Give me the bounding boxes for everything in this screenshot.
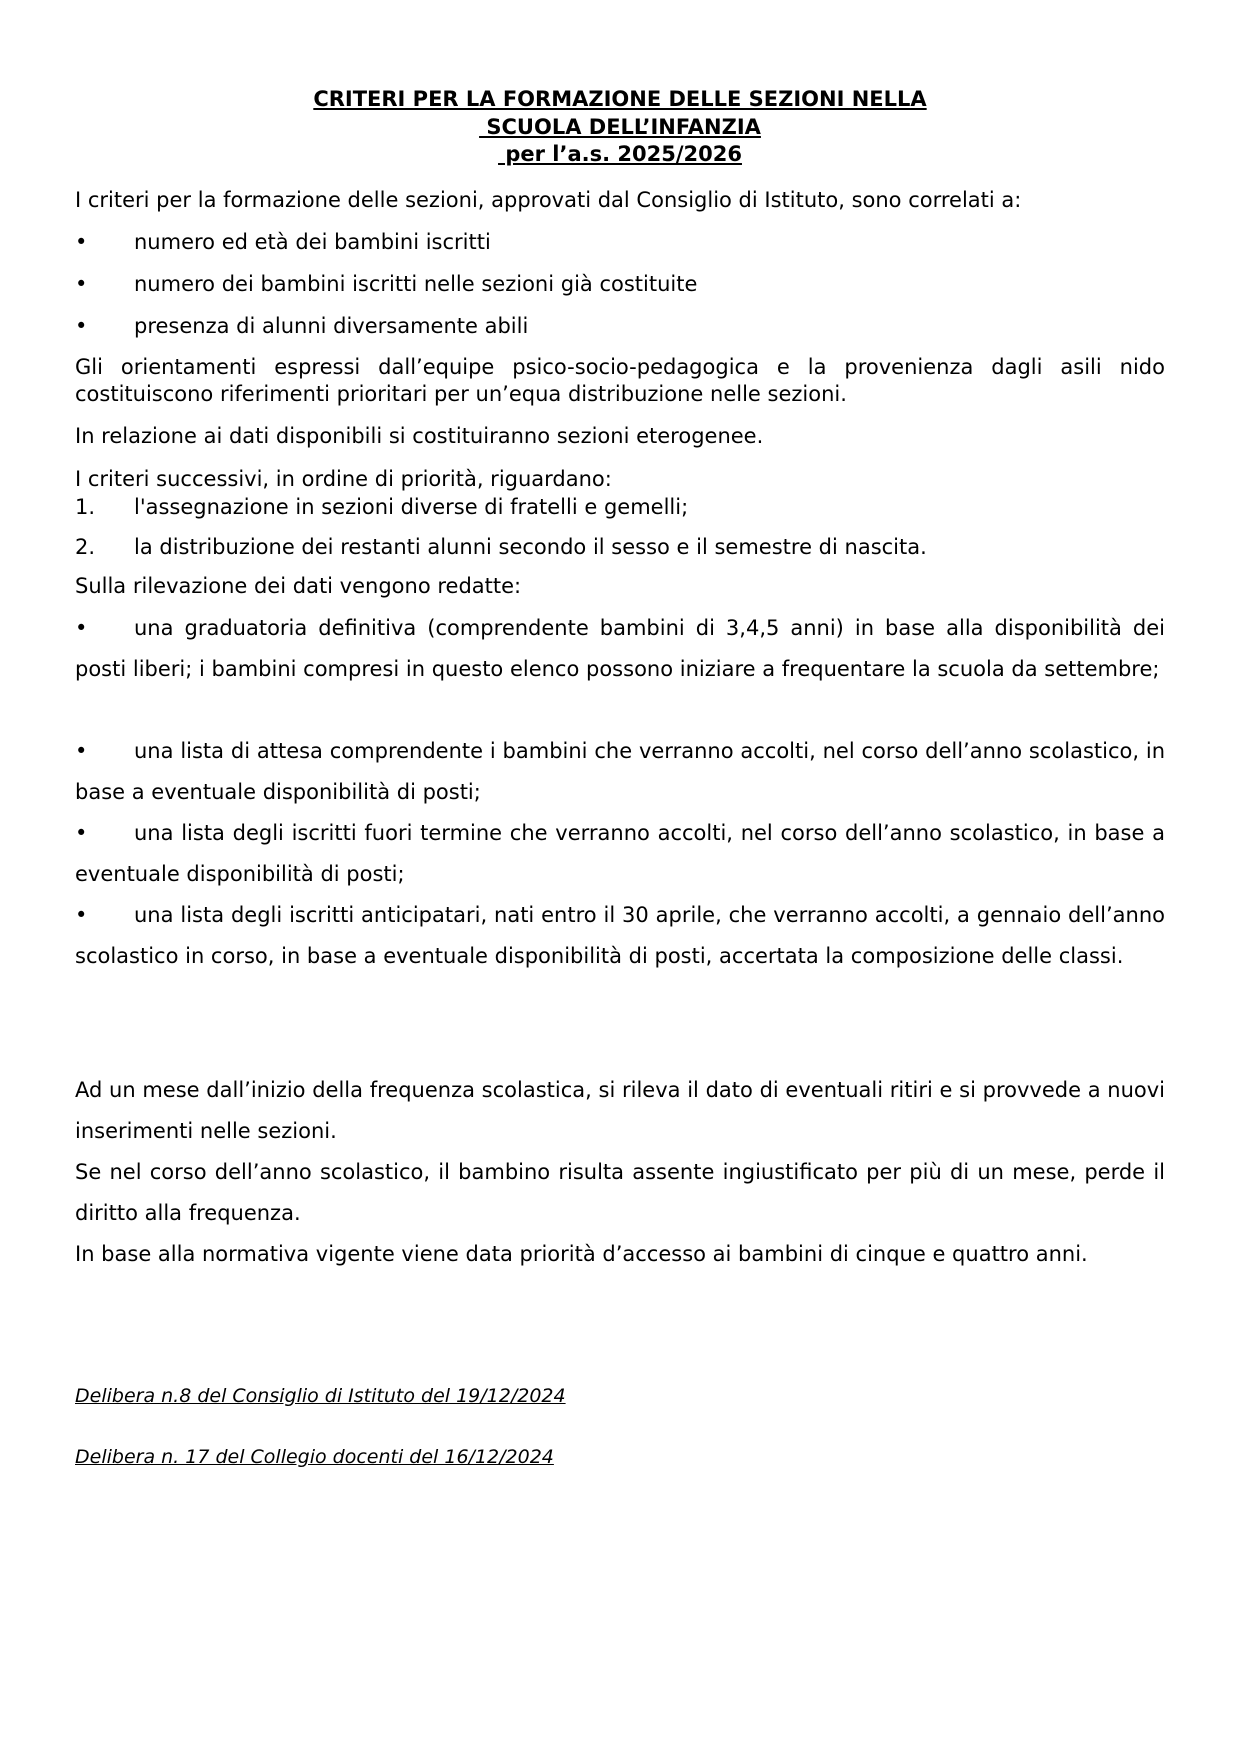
paragraph-orientamenti: Gli orientamenti espressi dall’equipe psico-socio-pedagogica e la provenienza dagli asili nido costituiscono riferimenti prioritari per un’equa distribuzione nelle sezioni. (75, 355, 1165, 406)
bullet-text: numero ed età dei bambini iscritti (134, 230, 491, 254)
bullet-symbol: • (75, 821, 88, 845)
bullet-symbol: • (75, 314, 88, 338)
paragraph-closing: Ad un mese dall’inizio della frequenza scolastica, si rileva il dato di eventuali ritiri e si provvede a nuovi inserimenti nelle sezioni. (75, 1078, 1165, 1143)
bullet-symbol: • (75, 616, 88, 640)
bullet-text: numero dei bambini iscritti nelle sezioni già costituite (134, 272, 698, 296)
bullet-symbol: • (75, 230, 88, 254)
item-number: 1. (75, 495, 96, 519)
list-item (75, 895, 1165, 977)
delibera-collegio: Delibera n. 17 del Collegio docenti del 16/12/2024 (75, 1446, 554, 1468)
bullet-symbol: • (75, 739, 88, 763)
list-item-text: una lista di attesa comprendente i bambini che verranno accolti, nel corso dell’anno scolastico, in base a eventuale disponibilità di posti; (75, 739, 1165, 804)
document-title (75, 86, 1165, 169)
bullet-symbol: • (75, 903, 88, 927)
item-text: l'assegnazione in sezioni diverse di fratelli e gemelli; (134, 495, 689, 519)
list-item-text: una lista degli iscritti anticipatari, nati entro il 30 aprile, che verranno accolti, a gennaio dell’anno scolastico in corso, in base a eventuale disponibilità di posti, accertata la composizione delle classi. (75, 903, 1165, 968)
intro-paragraph: I criteri per la formazione delle sezioni, approvati dal Consiglio di Istituto, sono correlati a: (75, 188, 1022, 212)
list-item-text: una lista degli iscritti fuori termine che verranno accolti, nel corso dell’anno scolastico, in base a eventuale disponibilità di posti; (75, 821, 1165, 886)
item-text: la distribuzione dei restanti alunni secondo il sesso e il semestre di nascita. (134, 535, 927, 559)
paragraph-criteri: I criteri successivi, in ordine di priorità, riguardano: (75, 467, 612, 491)
list-item (75, 731, 1165, 813)
paragraph-closing: In base alla normativa vigente viene data priorità d’accesso ai bambini di cinque e quattro anni. (75, 1242, 1088, 1266)
paragraph-relazione: In relazione ai dati disponibili si costituiranno sezioni eterogenee. (75, 424, 764, 448)
bullet-text: presenza di alunni diversamente abili (134, 314, 529, 338)
list-item-text: una graduatoria definitiva (comprendente bambini di 3,4,5 anni) in base alla disponibilità dei posti liberi; i bambini compresi in questo elenco possono iniziare a frequentare la scuola da settembre; (75, 616, 1165, 681)
title-line-2: SCUOLA DELL’INFANZIA (479, 114, 761, 139)
title-line-3: per l’a.s. 2025/2026 (498, 142, 742, 166)
item-number: 2. (75, 535, 96, 559)
list-item (75, 813, 1165, 895)
list-item (75, 608, 1165, 690)
delibera-consiglio: Delibera n.8 del Consiglio di Istituto del 19/12/2024 (75, 1385, 566, 1407)
title-line-1: CRITERI PER LA FORMAZIONE DELLE SEZIONI NELLA (313, 87, 927, 111)
paragraph-rilevazione: Sulla rilevazione dei dati vengono redatte: (75, 574, 522, 598)
paragraph-closing: Se nel corso dell’anno scolastico, il bambino risulta assente ingiustificato per più di un mese, perde il diritto alla frequenza. (75, 1160, 1165, 1225)
bullet-symbol: • (75, 272, 88, 296)
